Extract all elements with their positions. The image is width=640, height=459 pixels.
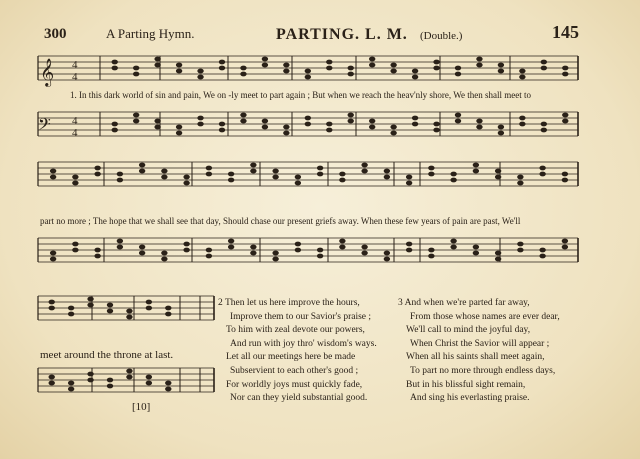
verse-line: And run with joy thro' wisdom's ways. (230, 338, 377, 349)
note-head (295, 175, 301, 180)
note-head (348, 66, 354, 71)
note-head (133, 66, 139, 71)
note-head (126, 315, 132, 320)
note-head (517, 248, 523, 253)
note-head (317, 254, 323, 259)
note-head (390, 131, 396, 136)
note-head (476, 57, 482, 62)
note-head (72, 248, 78, 253)
note-head (272, 169, 278, 174)
note-head (390, 69, 396, 74)
note-head (369, 119, 375, 124)
note-head (406, 175, 412, 180)
note-head (562, 66, 568, 71)
note-head (272, 175, 278, 180)
verse-line: Nor can they yield substantial good. (230, 393, 368, 404)
note-head (165, 312, 171, 317)
note-head (68, 387, 74, 392)
note-head (562, 172, 568, 177)
note-head (455, 66, 461, 71)
note-head (165, 387, 171, 392)
note-head (361, 163, 367, 168)
note-head (519, 122, 525, 127)
note-head (428, 248, 434, 253)
note-head (228, 172, 234, 177)
note-head (197, 69, 203, 74)
clef-mark: 4 (72, 71, 78, 83)
note-head (68, 381, 74, 386)
note-head (317, 248, 323, 253)
note-head (112, 66, 118, 71)
note-head (133, 72, 139, 77)
note-head (133, 113, 139, 118)
note-head (498, 69, 504, 74)
note-head (206, 166, 212, 171)
note-head (361, 169, 367, 174)
clef-mark: 4 (72, 59, 78, 71)
note-head (317, 166, 323, 171)
note-head (295, 242, 301, 247)
note-head (117, 239, 123, 244)
note-head (250, 169, 256, 174)
note-head (495, 175, 501, 180)
note-head (498, 125, 504, 130)
note-head (72, 242, 78, 247)
note-head (49, 375, 55, 380)
note-head (72, 181, 78, 186)
note-head (165, 306, 171, 311)
note-head (339, 239, 345, 244)
lyrics-line-1: 1. In this dark world of sin and pain, We on -ly meet to part again ; But when we reach the heav'nly shore, We then shall meet to (70, 90, 531, 100)
note-head (117, 245, 123, 250)
note-head (305, 75, 311, 80)
note-head (455, 72, 461, 77)
note-head (112, 60, 118, 65)
note-head (283, 63, 289, 68)
note-head (112, 122, 118, 127)
verse-line: To part no more through endless days, (410, 365, 556, 376)
note-head (295, 181, 301, 186)
tune-name: PARTING. L. M. (276, 26, 408, 43)
note-head (326, 66, 332, 71)
note-head (519, 69, 525, 74)
verse-2 (218, 297, 377, 406)
note-head (126, 375, 132, 380)
note-head (361, 251, 367, 256)
note-head (68, 312, 74, 317)
note-head (433, 66, 439, 71)
note-head (146, 381, 152, 386)
note-head (498, 131, 504, 136)
note-head (272, 251, 278, 256)
note-head (87, 303, 93, 308)
note-head (107, 384, 113, 389)
note-head (219, 122, 225, 127)
note-head (133, 119, 139, 124)
note-head (183, 181, 189, 186)
note-head (107, 378, 113, 383)
note-head (219, 128, 225, 133)
note-head (406, 242, 412, 247)
verse-line: Subservient to each other's good ; (230, 365, 359, 376)
note-head (228, 245, 234, 250)
note-head (87, 372, 93, 377)
note-head (50, 169, 56, 174)
note-head (154, 57, 160, 62)
note-head (450, 245, 456, 250)
note-head (519, 116, 525, 121)
verse-line: And sing his everlasting praise. (410, 393, 530, 404)
note-head (139, 169, 145, 174)
meter-note: (Double.) (420, 30, 463, 42)
note-head (176, 63, 182, 68)
note-head (539, 172, 545, 177)
note-head (562, 178, 568, 183)
page-number-right: 145 (552, 22, 579, 42)
note-head (473, 245, 479, 250)
note-head (206, 254, 212, 259)
note-head (183, 248, 189, 253)
note-head (348, 119, 354, 124)
page-number-left: 300 (44, 26, 67, 42)
note-head (517, 181, 523, 186)
note-head (473, 169, 479, 174)
note-head (433, 122, 439, 127)
note-head (49, 381, 55, 386)
note-head (339, 178, 345, 183)
note-head (384, 169, 390, 174)
note-head (406, 248, 412, 253)
note-head (262, 57, 268, 62)
note-head (165, 381, 171, 386)
note-head (72, 175, 78, 180)
verse-line: 3 And when we're parted far away, (398, 298, 530, 308)
note-head (517, 175, 523, 180)
note-head (112, 128, 118, 133)
note-head (495, 257, 501, 262)
clef-mark: 4 (72, 127, 78, 139)
clef-mark: 𝄞 (40, 60, 55, 86)
note-head (197, 75, 203, 80)
note-head (183, 175, 189, 180)
note-head (412, 69, 418, 74)
note-head (326, 128, 332, 133)
note-head (283, 131, 289, 136)
note-head (50, 257, 56, 262)
note-head (117, 178, 123, 183)
note-head (262, 63, 268, 68)
verse-line: To him with zeal devote our powers, (226, 325, 365, 336)
note-head (94, 254, 100, 259)
note-head (154, 119, 160, 124)
note-head (305, 69, 311, 74)
note-head (272, 257, 278, 262)
note-head (412, 75, 418, 80)
note-head (412, 122, 418, 127)
note-head (473, 251, 479, 256)
note-head (228, 178, 234, 183)
note-head (139, 163, 145, 168)
note-head (476, 125, 482, 130)
note-head (369, 125, 375, 130)
note-head (240, 119, 246, 124)
note-head (562, 239, 568, 244)
verse-line: For worldly joys must quickly fade, (226, 379, 363, 390)
note-head (339, 172, 345, 177)
note-head (154, 125, 160, 130)
note-head (384, 257, 390, 262)
note-head (126, 369, 132, 374)
note-head (348, 72, 354, 77)
note-head (433, 128, 439, 133)
note-head (240, 72, 246, 77)
note-head (107, 309, 113, 314)
note-head (283, 69, 289, 74)
note-head (519, 75, 525, 80)
note-head (384, 251, 390, 256)
note-head (176, 69, 182, 74)
note-head (541, 128, 547, 133)
note-head (562, 119, 568, 124)
note-head (517, 242, 523, 247)
note-head (146, 306, 152, 311)
note-head (541, 122, 547, 127)
note-head (406, 181, 412, 186)
lyrics-line-2: part no more ; The hope that we shall see that day, Should chase our present griefs away. When these few years of pain are past, We'll (40, 216, 521, 226)
note-head (94, 248, 100, 253)
note-head (317, 172, 323, 177)
note-head (68, 306, 74, 311)
note-head (240, 113, 246, 118)
note-head (87, 297, 93, 302)
note-head (539, 166, 545, 171)
note-head (305, 122, 311, 127)
note-head (176, 131, 182, 136)
note-head (450, 239, 456, 244)
note-head (250, 251, 256, 256)
lyrics-line-3: meet around the throne at last. (40, 349, 174, 361)
note-head (219, 66, 225, 71)
hymn-title: A Parting Hymn. (106, 26, 195, 41)
note-head (433, 60, 439, 65)
note-head (562, 72, 568, 77)
note-head (49, 306, 55, 311)
note-head (476, 63, 482, 68)
note-head (339, 245, 345, 250)
note-head (541, 66, 547, 71)
note-head (146, 300, 152, 305)
note-head (539, 248, 545, 253)
note-head (455, 119, 461, 124)
note-head (412, 116, 418, 121)
note-head (450, 178, 456, 183)
note-head (495, 169, 501, 174)
signature-mark: [10] (132, 401, 151, 413)
note-head (326, 122, 332, 127)
note-head (176, 125, 182, 130)
verse-line: But in his blissful sight remain, (406, 379, 526, 390)
verse-line: Improve them to our Savior's praise ; (230, 311, 372, 322)
note-head (390, 125, 396, 130)
note-head (361, 245, 367, 250)
clef-mark: 4 (72, 115, 78, 127)
note-head (476, 119, 482, 124)
note-head (154, 63, 160, 68)
note-head (295, 248, 301, 253)
note-head (369, 57, 375, 62)
verse-line: When Christ the Savior will appear ; (410, 338, 550, 349)
note-head (428, 166, 434, 171)
verse-3 (398, 297, 560, 406)
verse-line: 2 Then let us here improve the hours, (218, 298, 360, 308)
note-head (161, 175, 167, 180)
verse-line: When all his saints shall meet again, (406, 352, 545, 363)
note-head (117, 172, 123, 177)
verse-line: Let all our meetings here be made (226, 352, 356, 363)
note-head (326, 60, 332, 65)
note-head (219, 60, 225, 65)
note-head (562, 113, 568, 118)
note-head (390, 63, 396, 68)
note-head (498, 63, 504, 68)
note-head (183, 242, 189, 247)
note-head (94, 166, 100, 171)
note-head (206, 172, 212, 177)
note-head (495, 251, 501, 256)
note-head (262, 125, 268, 130)
note-head (228, 239, 234, 244)
note-head (197, 122, 203, 127)
note-head (562, 245, 568, 250)
note-head (139, 245, 145, 250)
note-head (384, 175, 390, 180)
note-head (428, 254, 434, 259)
note-head (87, 378, 93, 383)
note-head (206, 248, 212, 253)
note-head (240, 66, 246, 71)
note-head (250, 245, 256, 250)
note-head (50, 251, 56, 256)
note-head (473, 163, 479, 168)
verse-line: We'll call to mind the joyful day, (406, 325, 531, 336)
note-head (49, 300, 55, 305)
note-head (197, 116, 203, 121)
note-head (369, 63, 375, 68)
verse-line: From those whose names are ever dear, (410, 311, 560, 322)
note-head (50, 175, 56, 180)
note-head (139, 251, 145, 256)
note-head (450, 172, 456, 177)
note-head (455, 113, 461, 118)
note-head (107, 303, 113, 308)
note-head (539, 254, 545, 259)
note-head (161, 169, 167, 174)
note-head (262, 119, 268, 124)
note-head (348, 113, 354, 118)
note-head (146, 375, 152, 380)
note-head (126, 309, 132, 314)
note-head (94, 172, 100, 177)
clef-mark: 𝄢 (38, 116, 51, 138)
note-head (161, 257, 167, 262)
note-head (250, 163, 256, 168)
note-head (283, 125, 289, 130)
note-head (428, 172, 434, 177)
note-head (305, 116, 311, 121)
note-head (161, 251, 167, 256)
note-head (541, 60, 547, 65)
